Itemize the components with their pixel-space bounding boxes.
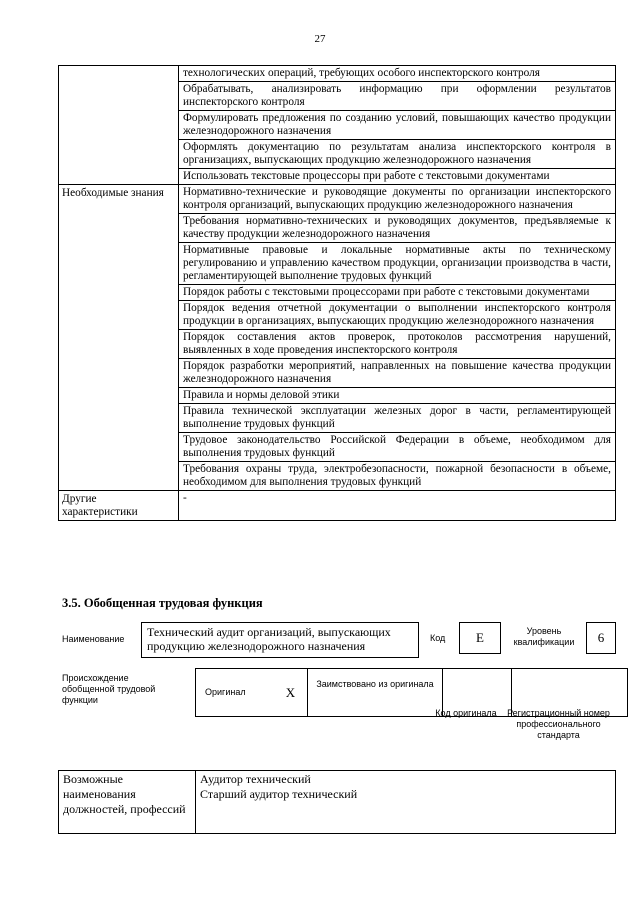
positions-table (58, 770, 616, 834)
row-content: Порядок работы с текстовыми процессорами при работе с текстовыми документами (179, 285, 616, 301)
page-number: 27 (314, 33, 326, 45)
original-label: Оригинал (196, 669, 275, 717)
name-label: Наименование (62, 634, 125, 644)
row-content: Порядок разработки мероприятий, направленных на повышение качества продукции железнодорожного назначения (179, 359, 616, 388)
origin-label: Происхождение обобщенной трудовой функции (62, 673, 156, 705)
row-content: Требования нормативно-технических и руководящих документов, предъявляемые к качеству продукции железнодорожного назначения (179, 214, 616, 243)
other-row (59, 491, 616, 521)
row-label (59, 66, 179, 185)
section-title: 3.5. Обобщенная трудовая функция (62, 596, 263, 610)
knowledge-row (59, 185, 616, 214)
row-content: Требования охраны труда, электробезопасности, пожарной безопасности в объеме, необходимом для выполнения трудовых функций (179, 462, 616, 491)
origin-code-label: Код оригинала (435, 708, 497, 718)
competency-table (58, 65, 616, 521)
code-value-box: E (459, 622, 501, 654)
position-item: Аудитор технический (200, 772, 311, 786)
row-content: технологических операций, требующих особого инспекторского контроля (179, 66, 616, 82)
positions-label: Возможные наименования должностей, профессий (59, 771, 196, 834)
row-content: Порядок составления актов проверок, протоколов рассмотрения нарушений, выявленных в ходе проведения инспекторского контроля (179, 330, 616, 359)
row-label: Другие характеристики (59, 491, 179, 521)
row-content: Использовать текстовые процессоры при работе с текстовыми документами (179, 169, 616, 185)
row-content: - (179, 491, 616, 521)
row-content: Обрабатывать, анализировать информацию при оформлении результатов инспекторского контроля (179, 82, 616, 111)
level-label: Уровень квалификации (513, 626, 575, 647)
skill-row (59, 66, 616, 82)
row-content: Нормативные правовые и локальные нормативные акты по техническому регулированию и управлению качеством продукции, организации производства в части, регламентирующей выполнение трудовых функций (179, 243, 616, 285)
row-content: Нормативно-технические и руководящие документы по организации инспекторского контроля организаций, выпускающих продукцию железнодорожного назначения (179, 185, 616, 214)
code-label: Код (430, 633, 446, 643)
position-item: Старший аудитор технический (200, 787, 358, 801)
row-label: Необходимые знания (59, 185, 179, 491)
function-name-box: Технический аудит организаций, выпускающих продукцию железнодорожного назначения (141, 622, 419, 658)
original-mark: X (274, 669, 308, 717)
row-content: Правила и нормы деловой этики (179, 388, 616, 404)
row-content: Формулировать предложения по созданию условий, повышающих качество продукции железнодорожного назначения (179, 111, 616, 140)
row-content: Порядок ведения отчетной документации о выполнении инспекторского контроля продукции в организациях, выпускающих продукцию железнодорожного назначения (179, 301, 616, 330)
row-content: Оформлять документацию по результатам анализа инспекторского контроля в организациях, выпускающих продукцию железнодорожного назначения (179, 140, 616, 169)
positions-list (196, 771, 616, 834)
reg-number-label: Регистрационный номер профессионального стандарта (507, 708, 610, 740)
row-content: Трудовое законодательство Российской Федерации в объеме, необходимом для выполнения трудовых функций (179, 433, 616, 462)
borrowed-label: Заимствовано из оригинала (308, 669, 443, 717)
level-value-box: 6 (586, 622, 616, 654)
row-content: Правила технической эксплуатации железных дорог в части, регламентирующей выполнение трудовых функций (179, 404, 616, 433)
